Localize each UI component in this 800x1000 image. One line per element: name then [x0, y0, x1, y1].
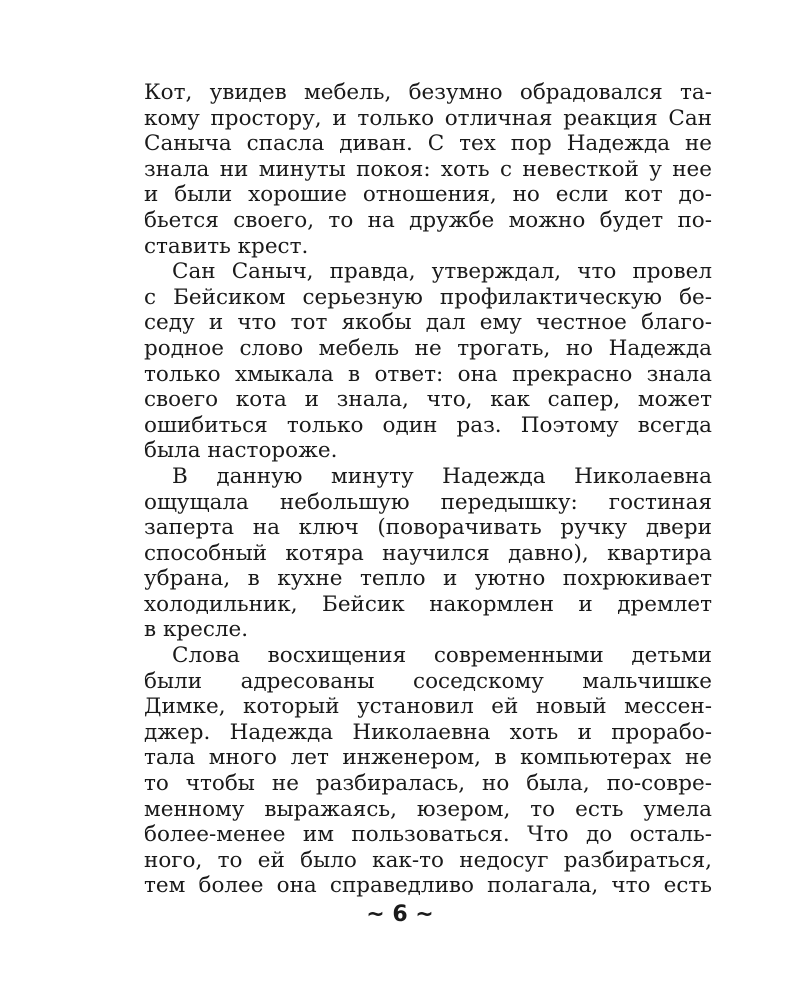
text-line: заперта на ключ (поворачивать ручку двери — [144, 515, 712, 541]
text-line: тем более она справедливо полагала, что есть — [144, 873, 712, 899]
text-line: В данную минуту Надежда Николаевна — [172, 463, 712, 489]
text-line: была настороже. — [144, 438, 338, 464]
text-line: кому простору, и только отличная реакция Сан — [144, 105, 712, 131]
text-line: ного, то ей было как-то недосуг разбираться, — [144, 847, 712, 873]
text-line: бьется своего, то на дружбе можно будет по- — [144, 207, 712, 233]
text-line: тала много лет инженером, в компьютерах не — [144, 745, 712, 771]
text-line: Слова восхищения современными детьми — [172, 643, 712, 669]
text-line: более-менее им пользоваться. Что до осталь- — [144, 822, 712, 848]
text-line: способный котяра научился давно), квартира — [144, 540, 712, 566]
text-line: знала ни минуты покоя: хоть с невесткой у нее — [144, 156, 712, 182]
text-line: холодильник, Бейсик накормлен и дремлет — [144, 591, 712, 617]
text-line: убрана, в кухне тепло и уютно похрюкивает — [144, 566, 712, 592]
text-line: менному выражаясь, юзером, то есть умела — [144, 796, 712, 822]
text-line: родное слово мебель не трогать, но Надежда — [144, 335, 712, 361]
text-line: своего кота и знала, что, как сапер, может — [144, 387, 712, 413]
text-line: с Бейсиком серьезную профилактическую бе- — [144, 284, 712, 310]
text-line: и были хорошие отношения, но если кот до- — [144, 182, 712, 208]
text-line: были адресованы соседскому мальчишке — [144, 668, 712, 694]
text-line: Кот, увидев мебель, безумно обрадовался та- — [144, 80, 712, 105]
text-line: то чтобы не разбиралась, но была, по-совре- — [144, 771, 712, 797]
text-line: ощущала небольшую передышку: гостиная — [144, 489, 712, 515]
paragraph-3 — [144, 464, 712, 643]
text-line: ошибиться только один раз. Поэтому всегда — [144, 412, 712, 438]
paragraph-1 — [144, 80, 712, 259]
text-line: седу и что тот якобы дал ему честное благо- — [144, 310, 712, 336]
page-number: ~ 6 ~ — [366, 902, 434, 927]
text-line: только хмыкала в ответ: она прекрасно знала — [144, 361, 712, 387]
text-line: ставить крест. — [144, 233, 309, 259]
paragraph-4 — [144, 643, 712, 899]
paragraph-2 — [144, 259, 712, 464]
page-text — [144, 80, 712, 899]
text-line: джер. Надежда Николаевна хоть и прорабо- — [144, 719, 712, 745]
text-line: Саныча спасла диван. С тех пор Надежда не — [144, 131, 712, 157]
text-line: в кресле. — [144, 617, 249, 643]
text-line: Димке, который установил ей новый мессен- — [144, 694, 712, 720]
text-line: Сан Саныч, правда, утверждал, что провел — [172, 259, 712, 285]
